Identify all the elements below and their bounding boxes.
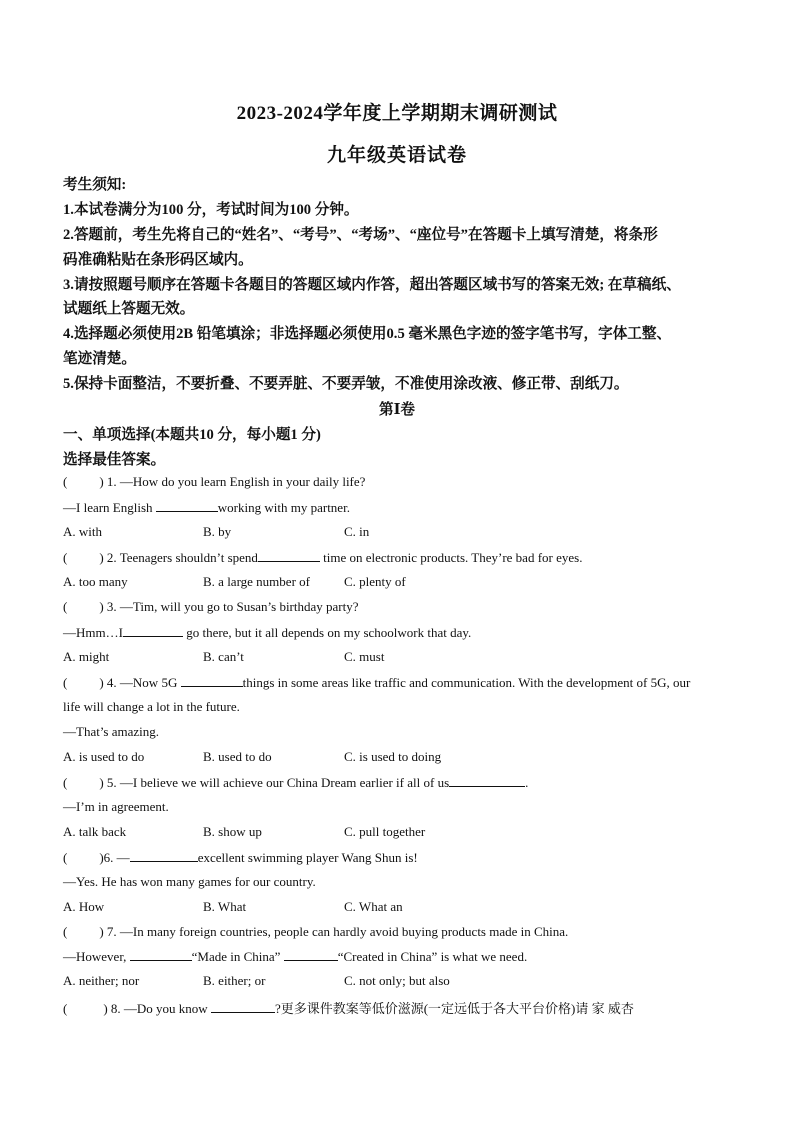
option-b: B. What [203,899,247,914]
notice-item: 笔迹清楚。 [63,351,136,367]
question-text: —Hmm…I [63,625,123,640]
answer-paren-open: ( [63,775,68,790]
question-text: . [525,775,529,790]
notice-item: 1.本试卷满分为100 分，考试时间为100 分钟。 [63,202,359,218]
question-6-line: —Yes. He has won many games for our country. [63,874,316,889]
option-c: C. is used to doing [344,749,442,764]
option-c: C. must [344,649,385,664]
question-text: —However, [63,949,130,964]
question-3-line [63,624,471,641]
answer-paren-open: ( [63,599,68,614]
notice-item: 5.保持卡面整洁，不要折叠、不要弄脏、不要弄皱，不准使用涂改液、修正带、刮纸刀。 [63,376,629,392]
fill-blank [181,674,243,687]
section-heading: 一、单项选择(本题共10 分，每小题1 分) [63,427,321,443]
question-text: go there, but it all depends on my schoolwork that day. [182,625,472,640]
option-a: A. neither; nor [63,973,140,988]
fill-blank [130,948,192,961]
question-4-line: —That’s amazing. [63,724,160,739]
exam-title: 2023-2024学年度上学期期末调研测试 [236,103,558,124]
option-a: A. How [63,899,105,914]
option-b: B. by [203,524,232,539]
question-text: excellent swimming player Wang Shun is! [197,850,418,865]
fill-blank [284,948,338,961]
section-instruction: 选择最佳答案。 [63,452,166,468]
answer-paren-open: ( [63,550,68,565]
question-2-stem [63,549,582,566]
exam-subtitle: 九年级英语试卷 [326,145,467,166]
question-4-stem [63,674,690,691]
fill-blank [156,499,218,512]
question-text: “Made in China” [191,949,284,964]
option-c: C. plenty of [344,574,406,589]
answer-paren-open: ( [63,850,68,865]
option-c: C. pull together [344,824,426,839]
question-text: ) 4. —Now 5G [99,675,181,690]
option-a: A. with [63,524,102,539]
notice-item: 试题纸上答题无效。 [63,301,195,317]
option-a: A. might [63,649,110,664]
answer-paren-open: ( [63,924,68,939]
question-text: ) 1. —How do you learn English in your daily life? [99,474,366,489]
question-4-line: life will change a lot in the future. [63,699,240,714]
fill-blank [211,1000,275,1013]
question-text: ) 3. —Tim, will you go to Susan’s birthday party? [99,599,359,614]
question-8-stem [63,998,634,1017]
option-a: A. is used to do [63,749,145,764]
answer-paren-open: ( [63,1001,68,1016]
question-text: ) 8. —Do you know [103,1001,211,1016]
notice-item: 码准确粘贴在条形码区域内。 [63,252,253,268]
option-b: B. a large number of [203,574,310,589]
option-b: B. either; or [203,973,266,988]
question-5-line: —I’m in agreement. [63,799,169,814]
question-3-stem [63,599,359,615]
fill-blank [449,774,525,787]
question-text: ) 5. —I believe we will achieve our China Dream earlier if all of us [99,775,450,790]
question-text: time on electronic products. They’re bad for eyes. [319,550,583,565]
fill-blank [130,849,198,862]
option-b: B. show up [203,824,262,839]
question-text: “Created in China” is what we need. [337,949,528,964]
option-c: C. not only; but also [344,973,450,988]
notice-item: 4.选择题必须使用2B 铅笔填涂；非选择题必须使用0.5 毫米黑色字迹的签字笔书写，字体工整、 [63,326,672,342]
option-a: A. talk back [63,824,127,839]
question-text: ?更多课件教案等低价滋源(一定远低于各大平台价格)请 家 威杏 [274,1001,634,1016]
notice-heading: 考生须知: [63,177,127,193]
question-6-stem [63,849,418,866]
notice-item: 3.请按照题号顺序在答题卡各题目的答题区域内作答，超出答题区域书写的答案无效; 在草稿纸、 [63,277,681,293]
question-7-line [63,948,527,965]
question-7-stem [63,924,568,940]
option-c: C. What an [344,899,403,914]
question-5-stem [63,774,528,791]
notice-item: 2.答题前，考生先将自己的“姓名”、“考号”、“考场”、“座位号”在答题卡上填写清楚，将条形 [63,227,658,243]
answer-paren-open: ( [63,675,68,690]
option-a: A. too many [63,574,128,589]
fill-blank [123,624,183,637]
question-1-stem [63,474,365,490]
question-text: ) 7. —In many foreign countries, people can hardly avoid buying products made in China. [99,924,569,939]
answer-paren-open: ( [63,474,68,489]
question-text: )6. — [99,850,130,865]
option-b: B. can’t [203,649,244,664]
question-1-line [63,499,350,516]
option-b: B. used to do [203,749,272,764]
fill-blank [258,549,320,562]
option-c: C. in [344,524,370,539]
question-text: things in some areas like traffic and communication. With the development of 5G, our [242,675,691,690]
question-text: working with my partner. [217,500,350,515]
part-label: 第Ⅰ卷 [378,402,415,418]
question-text: ) 2. Teenagers shouldn’t spend [99,550,258,565]
question-text: —I learn English [63,500,156,515]
